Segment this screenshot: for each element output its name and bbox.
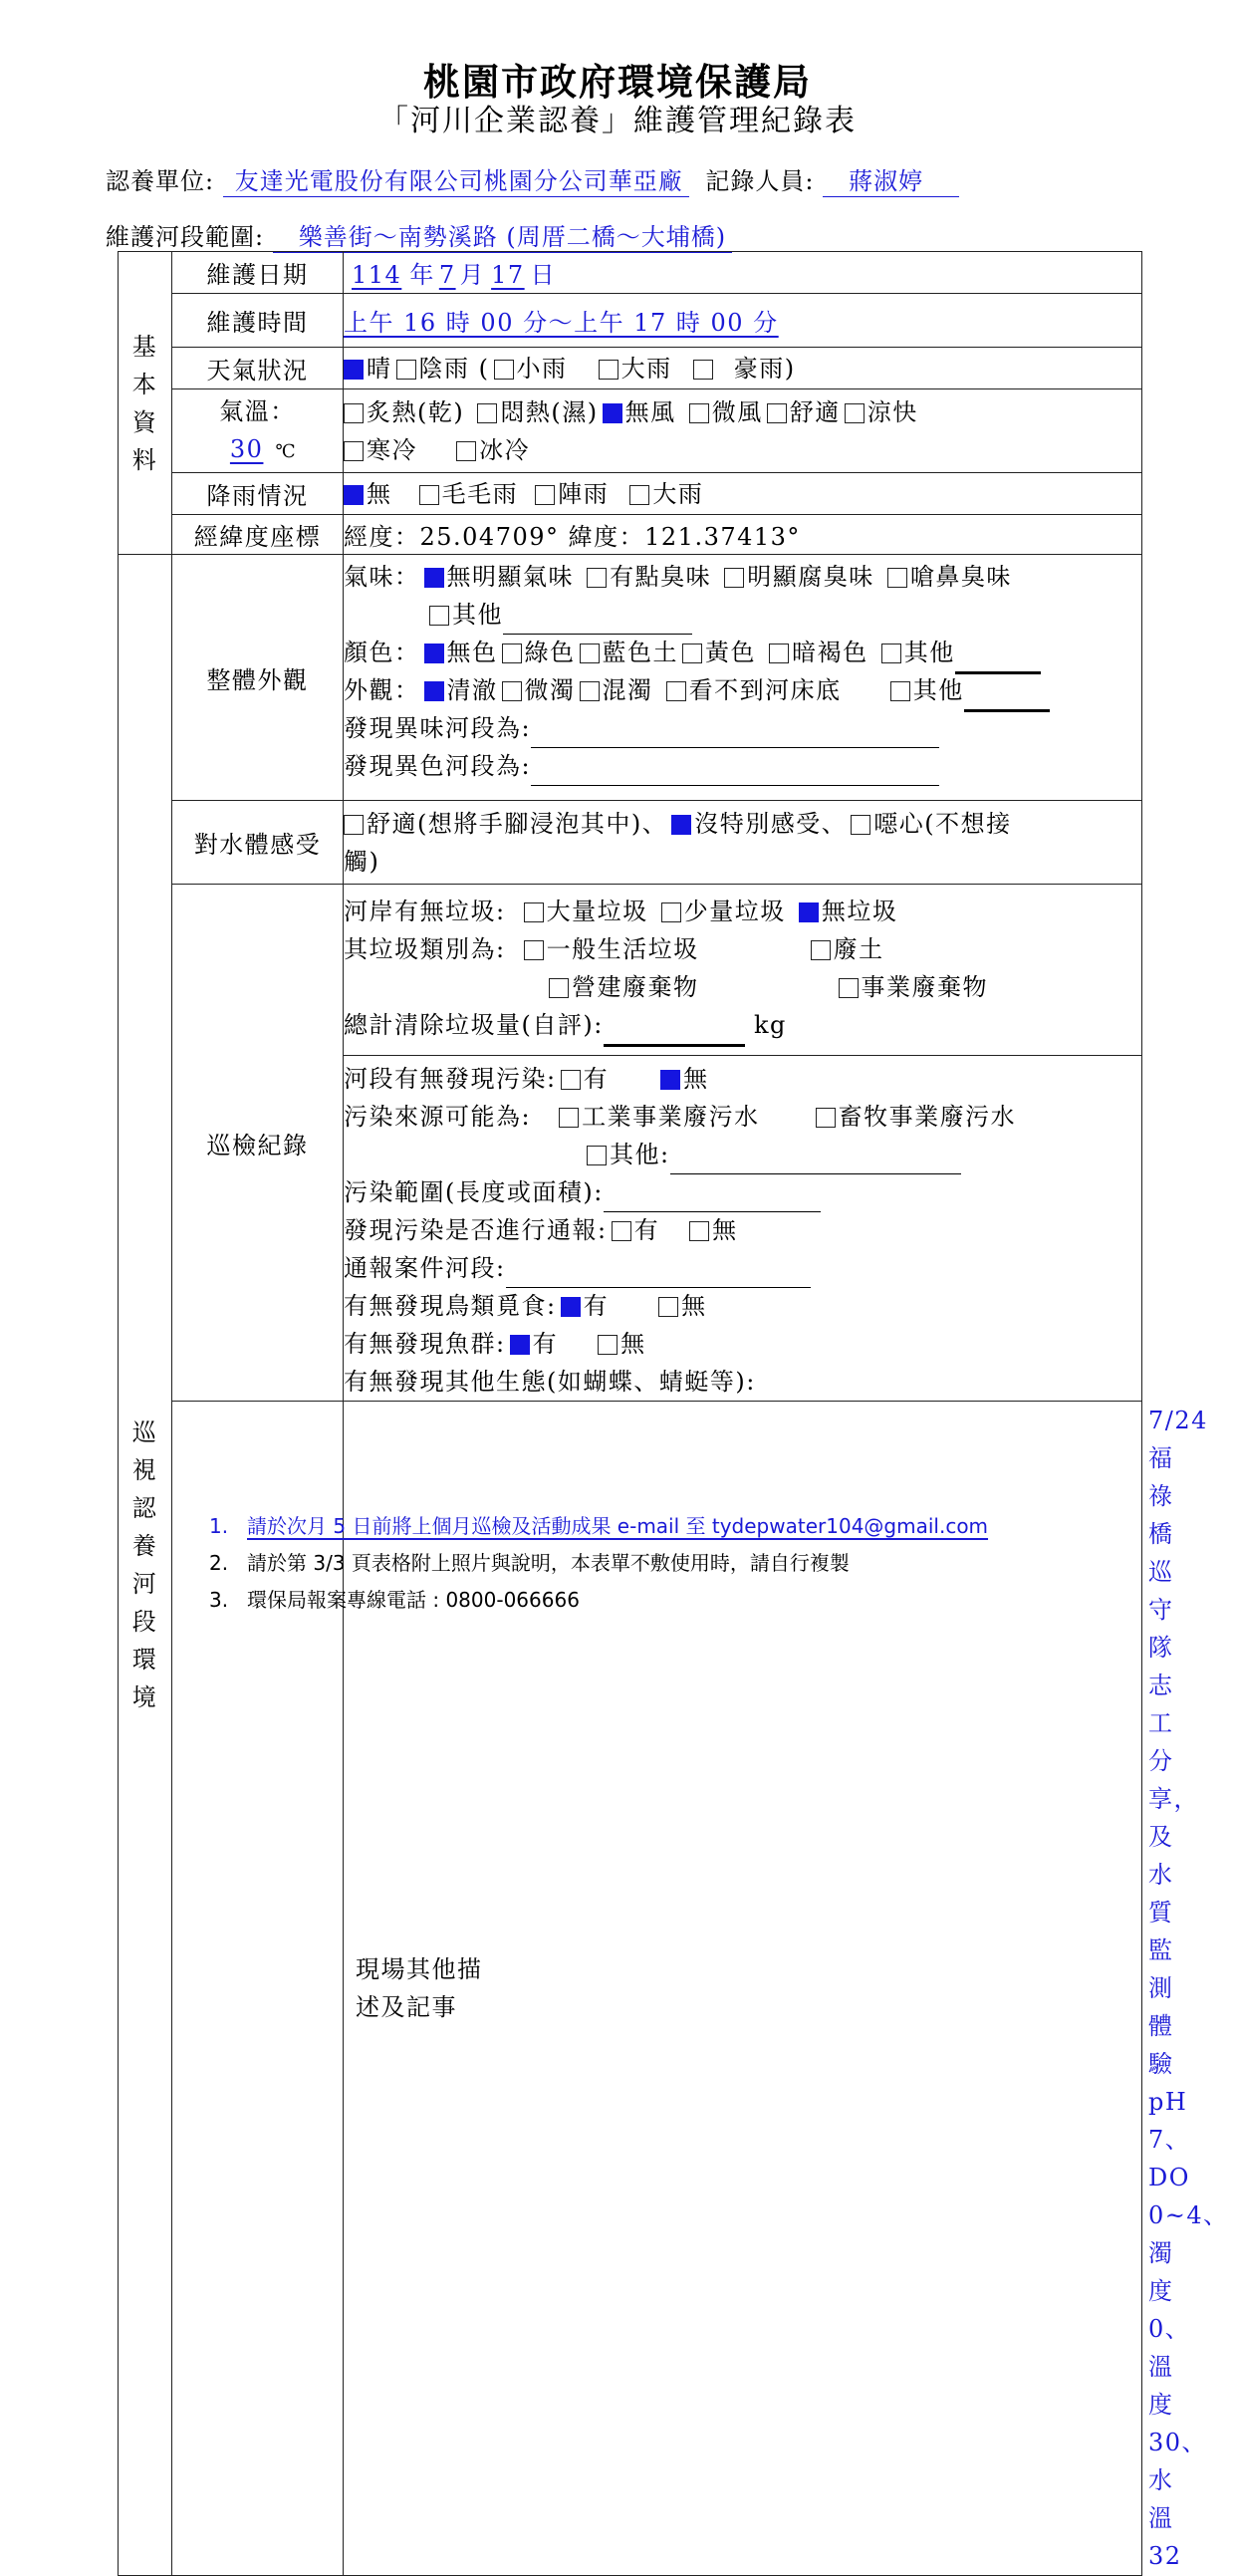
scope-label: 污染範圍(長度或面積): (344, 1178, 604, 1206)
feeling-comfort-checkbox[interactable] (344, 815, 364, 835)
business-label: 事業廢棄物 (861, 973, 988, 1001)
time-label: 維護時間 (172, 294, 344, 348)
no-wind-checkbox[interactable] (603, 403, 622, 423)
weather-sunny-checkbox[interactable] (344, 360, 364, 380)
household-label: 一般生活垃圾 (546, 935, 699, 963)
trash-none-label: 無垃圾 (821, 898, 898, 925)
fish-yes-checkbox[interactable] (510, 1335, 530, 1355)
pollution-options (344, 1056, 1142, 1402)
birds-no-label: 無 (681, 1292, 707, 1320)
adopter-line (106, 161, 959, 197)
footer-text-1[interactable]: 請於次月 5 日前將上個月巡檢及活動成果 e-mail 至 tydepwater104@gmail.com (247, 1514, 989, 1538)
weather-rain-checkbox[interactable] (396, 360, 416, 380)
trash-options (344, 885, 1142, 1056)
smell-pungent-label: 嗆鼻臭味 (909, 563, 1012, 591)
footer-note-2 (209, 1547, 850, 1576)
look-other-checkbox[interactable] (890, 681, 910, 701)
color-none-checkbox[interactable] (424, 644, 444, 663)
feeling-label: 對水體感受 (172, 801, 344, 885)
coord-value (344, 523, 801, 551)
color-section-field[interactable] (531, 747, 939, 786)
date-day: 17 (491, 261, 525, 289)
weather-light-label: 小雨 (516, 354, 568, 383)
rain-label: 降雨情況 (172, 473, 344, 515)
rain-shower-checkbox[interactable] (535, 485, 555, 505)
notes-spacer (172, 1402, 344, 2576)
notes-label-line1: 現場其他描 (356, 1955, 483, 1983)
time-value: 上午 16 時 00 分～上午 17 時 00 分 (344, 309, 779, 337)
report-yes-label: 有 (633, 1216, 660, 1244)
amount-label: 總計清除垃圾量(自評): (344, 1011, 604, 1039)
breeze-label: 微風 (711, 397, 763, 426)
notes-label-line2: 述及記事 (356, 1993, 457, 2021)
weather-rain-label: 陰雨 ( (418, 354, 490, 383)
look-nobed-checkbox[interactable] (666, 681, 686, 701)
color-label: 顏色： (344, 639, 420, 666)
coord-field[interactable] (344, 515, 1142, 555)
report-label: 發現污染是否進行通報: (344, 1216, 608, 1244)
source-label: 污染來源可能為: (344, 1103, 532, 1131)
footer-note-3 (209, 1584, 580, 1613)
odor-section-label: 發現異味河段為: (344, 714, 532, 742)
temperature-cell (172, 389, 344, 473)
look-other-field[interactable] (964, 671, 1050, 712)
trash-lot-label: 大量垃圾 (546, 898, 648, 925)
date-year: 114 (352, 261, 402, 289)
temp-label: 氣溫： (219, 397, 296, 425)
rain-drizzle-label: 毛毛雨 (441, 479, 519, 508)
amount-field[interactable] (604, 1006, 745, 1047)
color-blue-label: 藍色土 (602, 639, 678, 666)
report-no-label: 無 (712, 1216, 738, 1244)
source-industry-label: 工業事業廢污水 (582, 1103, 760, 1131)
feeling-disgust-checkbox[interactable] (851, 815, 870, 835)
date-month: 7 (438, 261, 456, 289)
hot-dry-label: 炙熱(乾) (367, 397, 465, 426)
cold-checkbox[interactable] (344, 441, 364, 461)
trash-label: 河岸有無垃圾: (344, 898, 506, 925)
trash-type-label: 其垃圾類別為: (344, 935, 506, 963)
smell-label: 氣味： (344, 563, 420, 591)
report-section-field[interactable] (506, 1249, 811, 1288)
record-table: 基本資料 維護日期 114 年 7 月 17 日 維護時間 上午 16 時 00 分～上午 17 時 00 分 天氣狀況 晴 陰雨 ( 小雨 大雨 豪雨) 氣溫： 30 ℃ 炙熱(乾) 悶熱(濕) 無風 微風 舒適 涼快 寒冷 冰冷 降雨情況 無 毛毛雨 陣雨 大雨 經緯度座標 經度：25.04709° 緯度：121.37413° 巡視認養河段環境 整體外觀 氣味： 無明顯氣味 有點臭味 明顯腐臭味 嗆鼻臭味 其他 顏色： 無色 綠色 藍色土 黃色 暗褐色 其他 外觀： 清澈 微濁 混濁 看不到河床底 其他 發現異味河段為: 發現異色河段為: 對水體感受 舒適(想將手腳浸泡其中)、 沒特別感受、 噁心(不想接 觸) 巡檢紀錄 河岸有無垃圾: 大量垃圾 少量垃圾 無垃圾 其垃圾類別為: 一般生活垃圾 廢土 營建廢棄物 事業廢棄物 總計清除垃圾量(自評): kg 河段有無發現污染: 有 無 污染來源可能為: 工業事業廢污水 畜牧事業廢污水 其他: 污染範圍(長度或面積): 發現污染是否進行通報: 有 無 通報案件河段: 有無發現鳥類覓食: 有 無 有無發現魚群: 有 無 有無發現其他生態(如蝴蝶、蜻蜓等): 現場其他描 述及記事 7/24 福祿橋巡守隊志工分享，及水質監測體驗 pH 7、DO 0~4、濁度 0、溫度 30、水溫 32 (118, 251, 1142, 2576)
smell-other-label: 其他 (452, 601, 503, 629)
soil-checkbox[interactable] (811, 940, 831, 960)
pollution-yes-label: 有 (583, 1065, 610, 1093)
section-basic: 基本資料 (119, 252, 172, 555)
hot-dry-checkbox[interactable] (344, 403, 364, 423)
smell-slight-checkbox[interactable] (587, 568, 607, 588)
footer-num-3: 3. (209, 1588, 229, 1612)
footer-text-3: 環保局報案專線電話 : 0800-066666 (247, 1588, 580, 1612)
weather-light-checkbox[interactable] (494, 360, 514, 380)
color-yellow-checkbox[interactable] (682, 644, 702, 663)
pollution-no-checkbox[interactable] (660, 1070, 680, 1090)
other-eco-label: 有無發現其他生態(如蝴蝶、蜻蜓等): (344, 1368, 756, 1396)
look-other-label: 其他 (912, 676, 964, 704)
weather-heavy-label: 大雨 (620, 354, 672, 383)
source-livestock-label: 畜牧事業廢污水 (838, 1103, 1017, 1131)
unit-label: 認養單位: (106, 167, 215, 195)
feeling-disgust-label-cont: 觸) (344, 847, 380, 876)
page-subtitle: 「河川企業認養」維護管理紀錄表 (378, 104, 857, 138)
look-slight-label: 微濁 (524, 676, 576, 704)
hot-humid-checkbox[interactable] (477, 403, 497, 423)
trash-little-label: 少量垃圾 (683, 898, 786, 925)
smell-other-checkbox[interactable] (429, 606, 449, 626)
look-turbid-checkbox[interactable] (580, 681, 600, 701)
temp-value[interactable]: 30 (229, 435, 264, 463)
amount-unit: kg (753, 1011, 787, 1039)
freezing-label: 冰冷 (479, 435, 531, 464)
pollution-label: 河段有無發現污染: (344, 1065, 557, 1093)
trash-none-checkbox[interactable] (799, 902, 819, 922)
recorder-value: 蔣淑婷 (849, 167, 924, 195)
footer-note-1 (209, 1510, 988, 1539)
report-yes-checkbox[interactable] (612, 1221, 631, 1241)
look-label: 外觀： (344, 676, 420, 704)
feeling-options (344, 801, 1142, 885)
soil-label: 廢土 (833, 935, 884, 963)
color-other-field[interactable] (955, 634, 1041, 674)
day-unit: 日 (530, 261, 557, 289)
report-no-checkbox[interactable] (689, 1221, 709, 1241)
cold-label: 寒冷 (367, 435, 417, 464)
color-blue-checkbox[interactable] (580, 644, 600, 663)
feeling-nothing-checkbox[interactable] (671, 815, 691, 835)
rain-none-label: 無 (367, 479, 392, 508)
hot-humid-label: 悶熱(濕) (500, 397, 599, 426)
coord-label: 經緯度座標 (172, 515, 344, 555)
smell-rotten-checkbox[interactable] (724, 568, 744, 588)
smell-pungent-checkbox[interactable] (887, 568, 907, 588)
range-label: 維護河段範圍: (106, 223, 265, 251)
weather-storm-checkbox[interactable] (693, 360, 713, 380)
smell-slight-label: 有點臭味 (610, 563, 712, 591)
fish-yes-label: 有 (532, 1330, 559, 1358)
birds-yes-label: 有 (583, 1292, 610, 1320)
birds-no-checkbox[interactable] (658, 1297, 678, 1317)
color-section-label: 發現異色河段為: (344, 752, 532, 780)
weather-label: 天氣狀況 (172, 348, 344, 389)
construction-label: 營建廢棄物 (572, 973, 699, 1001)
look-nobed-label: 看不到河床底 (688, 676, 842, 704)
patrol-label: 巡檢紀錄 (172, 885, 344, 1402)
date-label: 維護日期 (172, 252, 344, 294)
unit-field[interactable] (223, 161, 689, 197)
smell-rotten-label: 明顯腐臭味 (747, 563, 874, 591)
construction-checkbox[interactable] (549, 978, 569, 998)
look-clear-checkbox[interactable] (424, 681, 444, 701)
temp-unit: ℃ (275, 441, 298, 462)
coord-text: 經度：25.04709° 緯度：121.37413° (344, 523, 801, 551)
appearance-label: 整體外觀 (172, 555, 344, 801)
smell-other-field[interactable] (503, 596, 692, 635)
fish-no-checkbox[interactable] (598, 1335, 618, 1355)
feeling-comfort-label: 舒適(想將手腳浸泡其中)、 (367, 809, 668, 838)
pollution-yes-checkbox[interactable] (561, 1070, 581, 1090)
no-wind-label: 無風 (624, 397, 676, 426)
source-livestock-checkbox[interactable] (816, 1108, 836, 1128)
color-none-label: 無色 (446, 639, 498, 666)
color-yellow-label: 黃色 (705, 639, 756, 666)
household-checkbox[interactable] (524, 940, 544, 960)
source-other-label: 其他: (610, 1141, 670, 1168)
color-brown-checkbox[interactable] (769, 644, 789, 663)
weather-storm-label: 豪雨) (733, 354, 796, 383)
pollution-no-label: 無 (683, 1065, 709, 1093)
footer-num-1: 1. (209, 1514, 229, 1538)
rain-heavy-label: 大雨 (652, 479, 704, 508)
look-slight-checkbox[interactable] (502, 681, 522, 701)
look-clear-label: 清澈 (446, 676, 498, 704)
feeling-nothing-label: 沒特別感受、 (694, 809, 848, 838)
unit-value: 友達光電股份有限公司桃園分公司華亞廠 (234, 167, 683, 195)
weather-options (344, 348, 1142, 389)
breeze-checkbox[interactable] (689, 403, 709, 423)
time-field[interactable] (344, 294, 1142, 348)
range-field[interactable] (273, 217, 732, 253)
rain-none-checkbox[interactable] (344, 485, 364, 505)
report-section-label: 通報案件河段: (344, 1254, 506, 1282)
comfort-checkbox[interactable] (767, 403, 787, 423)
scope-field[interactable] (604, 1173, 821, 1212)
month-unit: 月 (459, 261, 486, 289)
color-green-checkbox[interactable] (502, 644, 522, 663)
recorder-label: 記錄人員: (705, 167, 815, 195)
smell-none-label: 無明顯氣味 (446, 563, 574, 591)
source-other-field[interactable] (670, 1136, 961, 1174)
trash-lot-checkbox[interactable] (524, 902, 544, 922)
source-other-checkbox[interactable] (587, 1146, 607, 1165)
trash-little-checkbox[interactable] (661, 902, 681, 922)
comfort-label: 舒適 (789, 397, 841, 426)
section-patrol: 巡視認養河段環境 (119, 555, 172, 2576)
color-green-label: 綠色 (524, 639, 576, 666)
cool-label: 涼快 (866, 397, 918, 426)
footer-num-2: 2. (209, 1551, 229, 1575)
freezing-checkbox[interactable] (456, 441, 476, 461)
appearance-options (344, 555, 1142, 801)
rain-drizzle-checkbox[interactable] (419, 485, 439, 505)
weather-heavy-checkbox[interactable] (599, 360, 618, 380)
birds-label: 有無發現鳥類覓食: (344, 1292, 557, 1320)
smell-none-checkbox[interactable] (424, 568, 444, 588)
rain-heavy-checkbox[interactable] (629, 485, 649, 505)
birds-yes-checkbox[interactable] (561, 1297, 581, 1317)
rain-options (344, 473, 1142, 515)
color-other-checkbox[interactable] (881, 644, 901, 663)
color-brown-label: 暗褐色 (792, 639, 868, 666)
feeling-disgust-label: 噁心(不想接 (873, 809, 1012, 838)
odor-section-field[interactable] (531, 709, 939, 748)
source-industry-checkbox[interactable] (559, 1108, 579, 1128)
notes-label (344, 1402, 1142, 2576)
date-field[interactable] (344, 252, 1142, 294)
page-title: 桃園市政府環境保護局 (423, 60, 812, 104)
cool-checkbox[interactable] (845, 403, 864, 423)
fish-no-label: 無 (620, 1330, 646, 1358)
business-checkbox[interactable] (839, 978, 859, 998)
year-unit: 年 (409, 261, 435, 289)
recorder-field[interactable] (823, 161, 959, 197)
fish-label: 有無發現魚群: (344, 1330, 506, 1358)
range-value: 樂善街～南勢溪路 (周厝二橋～大埔橋) (298, 223, 727, 251)
feel-options (344, 389, 1142, 473)
look-turbid-label: 混濁 (602, 676, 653, 704)
rain-shower-label: 陣雨 (558, 479, 610, 508)
footer-text-2: 請於第 3/3 頁表格附上照片與說明，本表單不敷使用時，請自行複製 (247, 1551, 850, 1575)
color-other-label: 其他 (903, 639, 955, 666)
range-line (106, 217, 732, 253)
weather-sunny-label: 晴 (367, 354, 392, 383)
